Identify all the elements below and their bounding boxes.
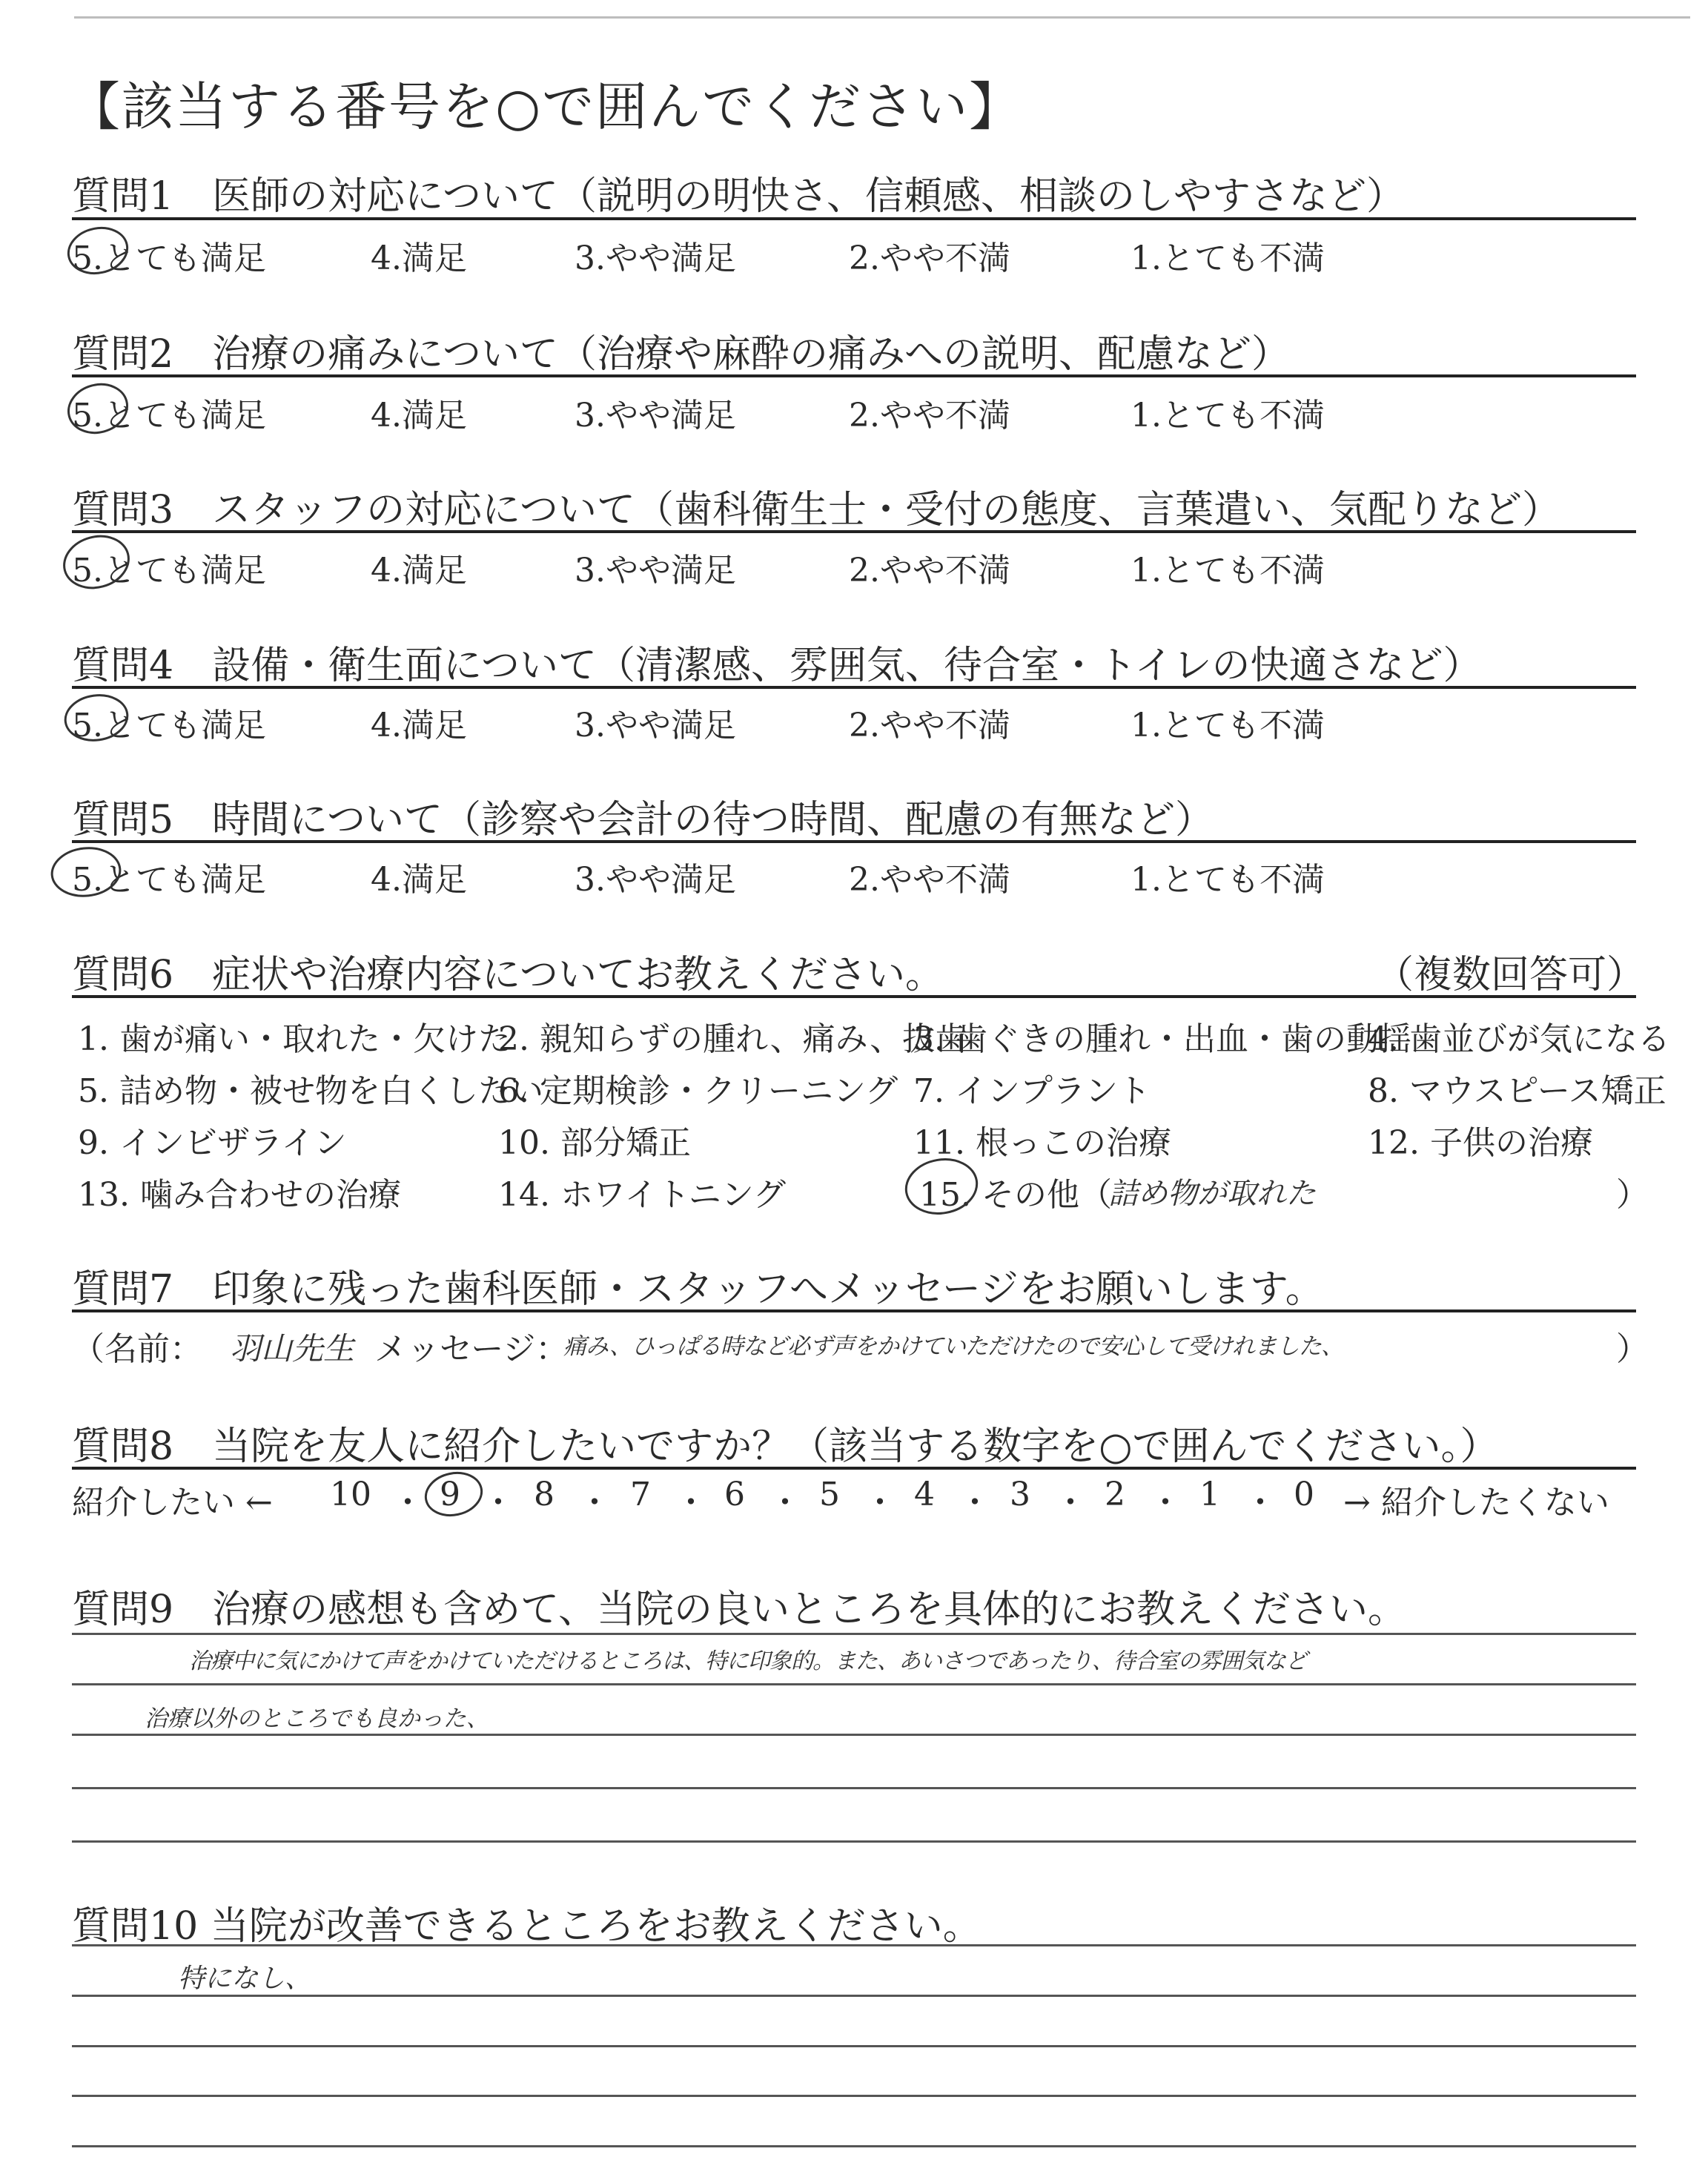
q6-item-6[interactable]: 6. 定期検診・クリーニング [498,1072,898,1110]
q6-item-14[interactable]: 14. ホワイトニング [498,1176,787,1214]
q3-selection-circle [59,529,135,595]
q8-scale-3[interactable]: 3 [1010,1476,1030,1513]
q8-title: 質問8 当院を友人に紹介したいですか？（該当する数字を○で囲んでください。） [72,1424,1499,1469]
q8-dot: ・ [391,1484,424,1522]
q6-item-2[interactable]: 2. 親知らずの腫れ、痛み、抜歯 [498,1020,968,1058]
q8-scale-4[interactable]: 4 [914,1476,935,1513]
q8-dot: ・ [1149,1484,1182,1522]
q5-option-2[interactable]: 2.やや不満 [849,861,1010,899]
q2-option-3[interactable]: 3.やや満足 [575,397,736,435]
q3-option-2[interactable]: 2.やや不満 [849,552,1010,589]
q9-answer-line-2[interactable]: 治療以外のところでも良かった、 [145,1705,489,1732]
q8-scale-5[interactable]: 5 [819,1476,840,1513]
q8-scale-1[interactable]: 1 [1199,1476,1220,1513]
q6-other-answer[interactable]: 詰め物が取れた [1108,1177,1316,1211]
q3-title: 質問3 スタッフの対応について（歯科衛生士・受付の態度、言葉遣い、気配りなど） [72,488,1561,532]
q4-option-1[interactable]: 1.とても不満 [1131,707,1325,744]
q8-dot: ・ [482,1484,514,1522]
q1-option-4[interactable]: 4.満足 [371,240,467,277]
q3-option-4[interactable]: 4.満足 [371,552,467,589]
q8-dot: ・ [769,1484,801,1522]
q8-scale-2[interactable]: 2 [1105,1476,1125,1513]
q1-option-3[interactable]: 3.やや満足 [575,240,736,277]
q6-note: （複数回答可） [1375,953,1646,997]
q6-item-15[interactable]: 15. その他（ [919,1176,1112,1214]
q2-option-1[interactable]: 1.とても不満 [1131,397,1325,435]
q8-left-label: 紹介したい ← [72,1484,273,1522]
q6-item-3[interactable]: 3. 歯ぐきの腫れ・出血・歯の動揺 [913,1020,1411,1058]
q6-item-9[interactable]: 9. インビザライン [78,1124,347,1162]
q8-scale-8[interactable]: 8 [534,1476,555,1513]
q6-item-5[interactable]: 5. 詰め物・被せ物を白くしたい [78,1072,543,1110]
q6-item-10[interactable]: 10. 部分矯正 [498,1124,691,1162]
q6-item-4[interactable]: 4. 歯並びが気になる [1368,1020,1670,1058]
q7-title: 質問7 印象に残った歯科医師・スタッフへメッセージをお願いします。 [72,1267,1324,1312]
q3-option-5[interactable]: 5.とても満足 [72,552,266,589]
q3-option-1[interactable]: 1.とても不満 [1131,552,1325,589]
q6-item-7[interactable]: 7. インプラント [913,1072,1151,1110]
q9-title: 質問9 治療の感想も含めて、当院の良いところを具体的にお教えください。 [72,1588,1407,1632]
q10-answer-line-1[interactable]: 特になし、 [178,1964,312,1994]
q6-item-8[interactable]: 8. マウスピース矯正 [1368,1072,1666,1110]
q5-selection-circle [50,845,122,899]
q1-option-1[interactable]: 1.とても不満 [1131,240,1325,277]
q2-title: 質問2 治療の痛みについて（治療や麻酔の痛みへの説明、配慮など） [72,332,1291,377]
q7-close-paren: ） [1616,1330,1649,1368]
q4-option-3[interactable]: 3.やや満足 [575,707,736,744]
q1-title: 質問1 医師の対応について（説明の明快さ、信頼感、相談のしやすさなど） [72,174,1405,219]
q6-item-12[interactable]: 12. 子供の治療 [1368,1124,1593,1162]
q6-item-13[interactable]: 13. 噛み合わせの治療 [78,1176,401,1214]
q8-dot: ・ [1054,1484,1087,1522]
q6-close-paren: ） [1616,1176,1649,1214]
q5-option-1[interactable]: 1.とても不満 [1131,861,1325,899]
q6-item-1[interactable]: 1. 歯が痛い・取れた・欠けた [78,1020,511,1058]
q2-option-4[interactable]: 4.満足 [371,397,467,435]
q6-title: 質問6 症状や治療内容についてお教えください。 [72,953,944,997]
q8-dot: ・ [578,1484,611,1522]
q7-name-value[interactable]: 羽山先生 [230,1330,355,1367]
q5-option-5[interactable]: 5.とても満足 [72,861,266,899]
q4-option-2[interactable]: 2.やや不満 [849,707,1010,744]
q7-message-value[interactable]: 痛み、ひっぱる時など必ず声をかけていただけたので安心して受けれました、 [563,1333,1343,1360]
q5-option-4[interactable]: 4.満足 [371,861,467,899]
q4-option-5[interactable]: 5.とても満足 [72,707,266,744]
q5-title: 質問5 時間について（診察や会計の待つ時間、配慮の有無など） [72,798,1214,842]
q2-option-5[interactable]: 5.とても満足 [72,397,266,435]
q3-option-3[interactable]: 3.やや満足 [575,552,736,589]
q6-selection-circle [901,1154,981,1219]
q2-option-2[interactable]: 2.やや不満 [849,397,1010,435]
q8-scale-9[interactable]: 9 [440,1476,460,1513]
q10-title: 質問10 当院が改善できるところをお教えください。 [72,1904,982,1949]
q8-right-label: → 紹介したくない [1343,1484,1609,1522]
q8-scale-0[interactable]: 0 [1294,1476,1314,1513]
q8-dot: ・ [959,1484,991,1522]
q6-item-11[interactable]: 11. 根っこの治療 [913,1124,1171,1162]
q8-dot: ・ [1244,1484,1277,1522]
q4-option-4[interactable]: 4.満足 [371,707,467,744]
q8-selection-circle [422,1468,486,1521]
q8-dot: ・ [675,1484,707,1522]
q4-selection-circle [62,691,130,744]
q1-option-5[interactable]: 5.とても満足 [72,240,266,277]
q8-scale-10[interactable]: 10 [330,1476,371,1513]
q1-selection-circle [64,222,132,278]
q9-answer-line-1[interactable]: 治療中に気にかけて声をかけていただけるところは、特に印象的。また、あいさつであったり、待合室の雰囲気など [189,1648,1307,1674]
q7-name-label: （名前： [72,1330,202,1368]
q7-message-label: メッセージ： [374,1330,569,1368]
page-header: 【該当する番号を○で囲んでください】 [68,76,1023,137]
q4-title: 質問4 設備・衛生面について（清潔感、雰囲気、待合室・トイレの快適さなど） [72,644,1482,688]
q1-option-2[interactable]: 2.やや不満 [849,240,1010,277]
q2-selection-circle [63,378,133,440]
q8-scale-6[interactable]: 6 [724,1476,745,1513]
q5-option-3[interactable]: 3.やや満足 [575,861,736,899]
q8-scale-7[interactable]: 7 [630,1476,651,1513]
q8-dot: ・ [864,1484,896,1522]
